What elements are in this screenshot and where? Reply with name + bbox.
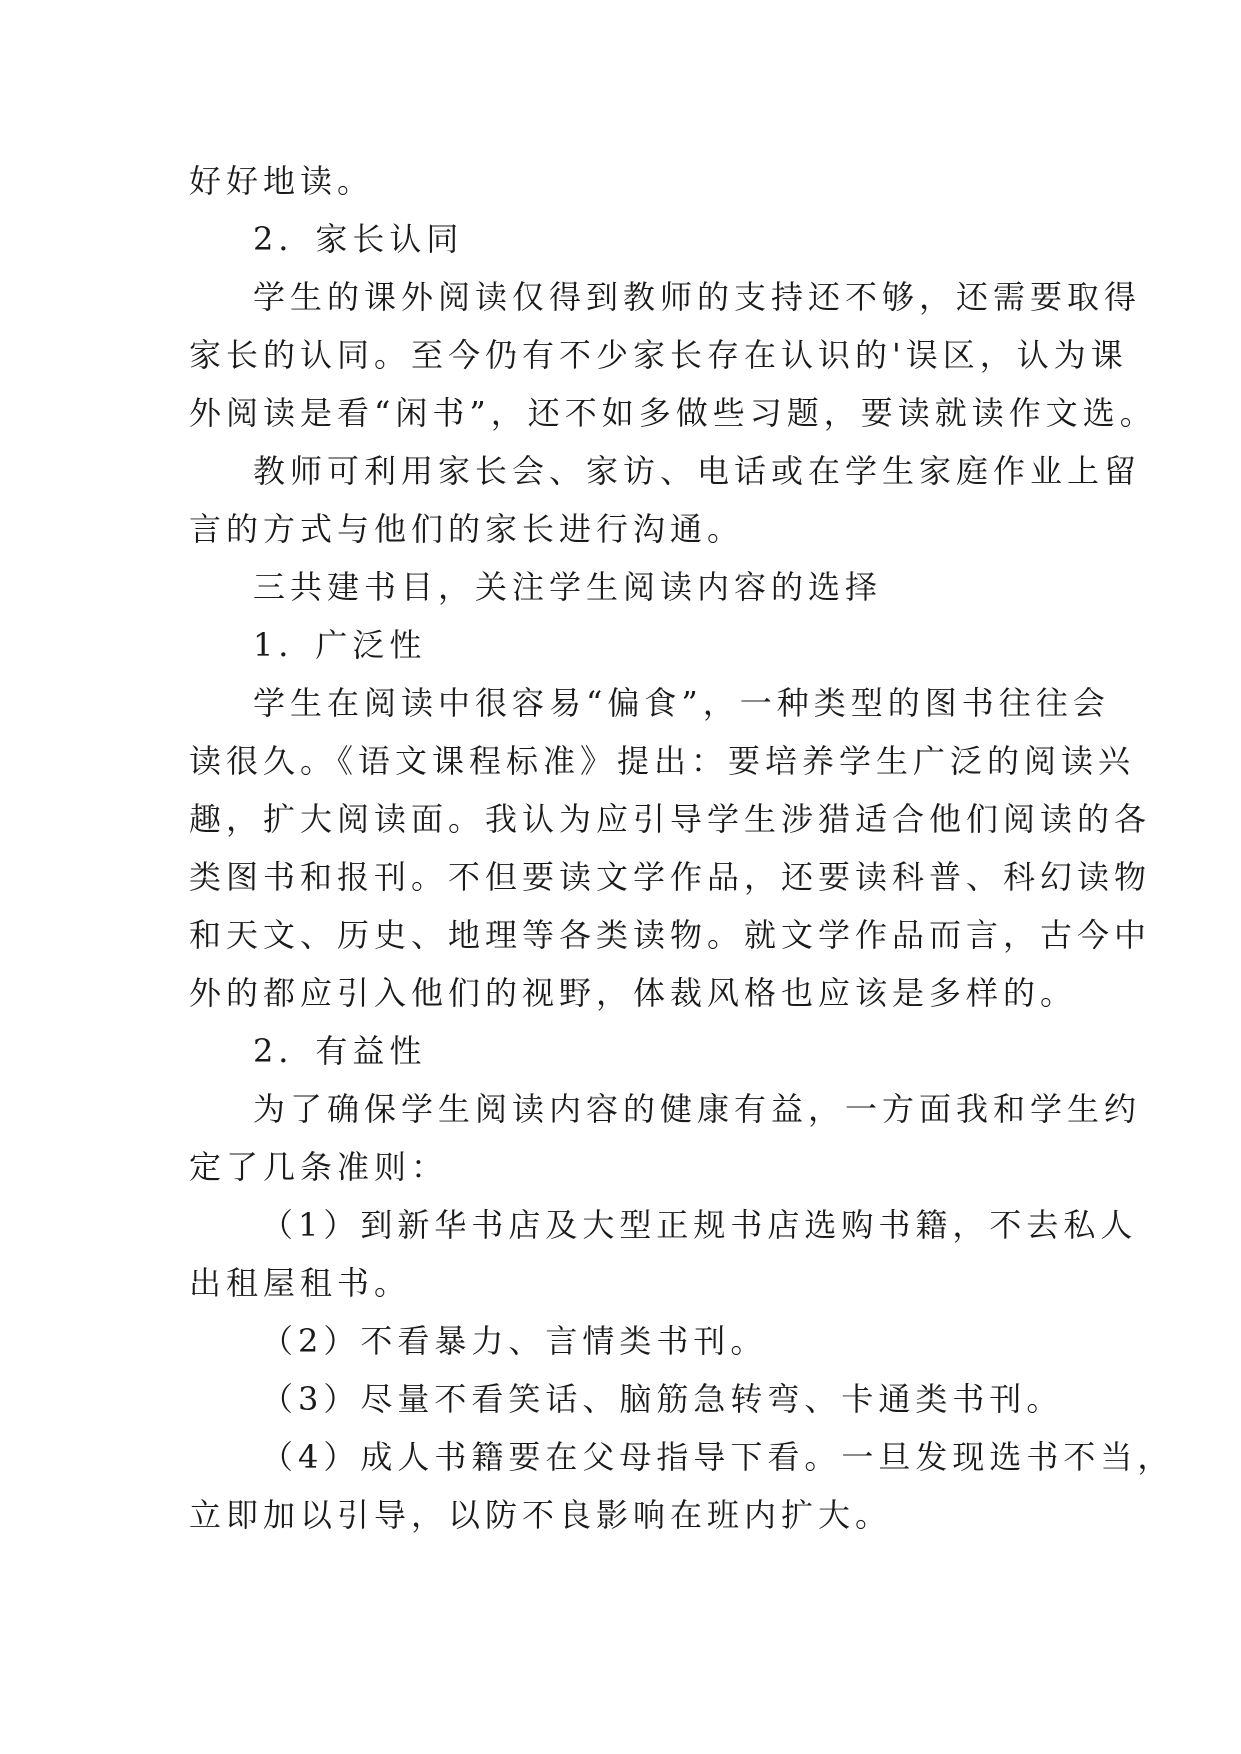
paragraph-line: 学生的课外阅读仅得到教师的支持还不够，还需要取得 xyxy=(253,278,1142,316)
paragraph-line: 定了几条准则： xyxy=(189,1148,449,1186)
paragraph-line: 外的都应引入他们的视野，体裁风格也应该是多样的。 xyxy=(189,974,1078,1012)
paragraph-line: 为了确保学生阅读内容的健康有益，一方面我和学生约 xyxy=(253,1090,1142,1128)
list-item-continuation: 出租屋租书。 xyxy=(189,1264,412,1302)
paragraph-line: 读很久。《语文课程标准》提出：要培养学生广泛的阅读兴 xyxy=(189,742,1136,780)
paragraph-line: 好好地读。 xyxy=(189,162,375,200)
section-heading: 三共建书目，关注学生阅读内容的选择 xyxy=(253,568,883,606)
paragraph-line: 类图书和报刊。不但要读文学作品，还要读科普、科幻读物 xyxy=(189,858,1152,896)
list-item: （2）不看暴力、言情类书刊。 xyxy=(261,1322,768,1360)
paragraph-line: 学生在阅读中很容易“偏食”，一种类型的图书往往会 xyxy=(253,684,1110,722)
list-item-continuation: 立即加以引导，以防不良影响在班内扩大。 xyxy=(189,1496,893,1534)
paragraph-line: 和天文、历史、地理等各类读物。就文学作品而言，古今中 xyxy=(189,916,1152,954)
section-heading: 2．有益性 xyxy=(253,1032,427,1070)
paragraph-line: 外阅读是看“闲书”，还不如多做些习题，要读就读作文选。 xyxy=(189,394,1157,432)
list-item: （4）成人书籍要在父母指导下看。一旦发现选书不当， xyxy=(261,1438,1175,1476)
section-heading: 2．家长认同 xyxy=(253,220,464,258)
list-item: （1）到新华书店及大型正规书店选购书籍，不去私人 xyxy=(261,1206,1138,1244)
section-heading: 1．广泛性 xyxy=(253,626,427,664)
paragraph-line: 言的方式与他们的家长进行沟通。 xyxy=(189,510,745,548)
paragraph-line: 教师可利用家长会、家访、电话或在学生家庭作业上留 xyxy=(253,452,1142,490)
document-body xyxy=(189,152,1175,1544)
paragraph-line: 趣，扩大阅读面。我认为应引导学生涉猎适合他们阅读的各 xyxy=(189,800,1152,838)
paragraph-line: 家长的认同。至今仍有不少家长存在认识的'误区，认为课 xyxy=(189,336,1128,374)
list-item: （3）尽量不看笑话、脑筋急转弯、卡通类书刊。 xyxy=(261,1380,1064,1418)
